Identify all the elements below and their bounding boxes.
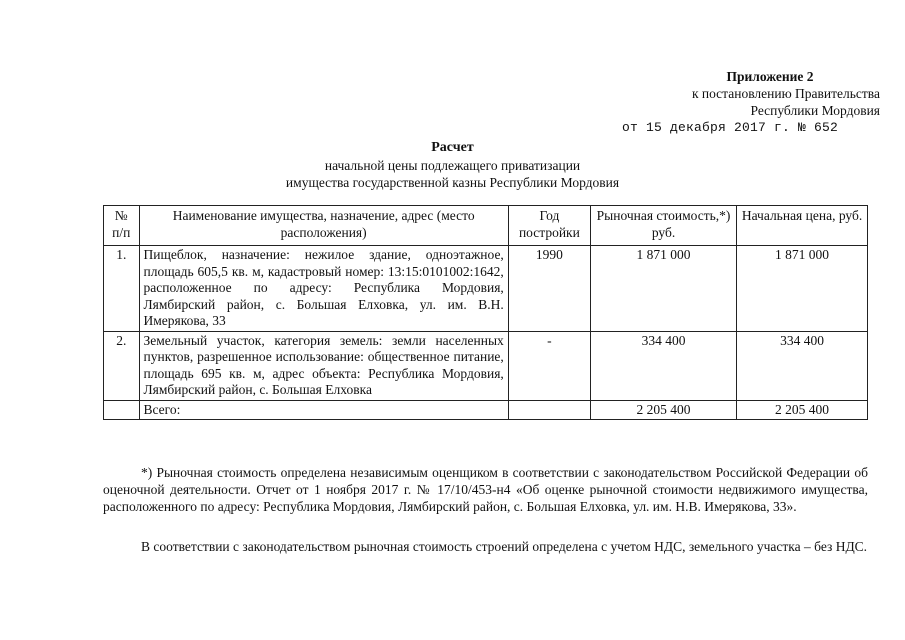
price-calculation-table [103, 205, 868, 420]
total-label: Всего: [139, 400, 508, 420]
annex-header [600, 68, 880, 119]
row-initial-price: 334 400 [737, 331, 868, 400]
row-num: 2. [104, 331, 140, 400]
total-market-value: 2 205 400 [590, 400, 736, 420]
row-name: Пищеблок, назначение: нежилое здание, одноэтажное, площадь 605,5 кв. м, кадастровый номер: 13:15:0101002:1642, расположенное по адресу: Республика Мордовия, Лямбирский район, с. Большая Елховка, ул. им. В.Н. Имерякова, 33 [139, 246, 508, 332]
table-row [104, 246, 868, 332]
row-name: Земельный участок, категория земель: земли населенных пунктов, разрешенное использование: общественное питание, площадь 695 кв. м, адрес объекта: Республика Мордовия, Лямбирский район, с. Большая Елховка [139, 331, 508, 400]
annex-line-1: к постановлению Правительства [691, 86, 880, 101]
header-num: № п/п [104, 206, 140, 246]
annex-title: Приложение 2 [726, 69, 814, 84]
header-name: Наименование имущества, назначение, адрес (место расположения) [139, 206, 508, 246]
vat-note: В соответствии с законодательством рыночная стоимость строений определена с учетом НДС, земельного участка – без НДС. [141, 539, 868, 554]
row-initial-price: 1 871 000 [737, 246, 868, 332]
market-value-footnote: *) Рыночная стоимость определена независимым оценщиком в соответствии с законодательством Российской Федерации об оценочной деятельности. Отчет от 1 ноября 2017 г. № 17/10/453-н4 «Об оценке рыночной стоимости недвижимого имущества, расположенного по адресу: Республика Мордовия, Лямбирский район, с. Большая Елховка, ул. им. Н.В. Имерякова, 33». [103, 465, 868, 514]
annex-line-2: Республики Мордовия [750, 103, 880, 118]
document-subtitle [0, 157, 905, 191]
table-row [104, 331, 868, 400]
row-num: 1. [104, 246, 140, 332]
total-num-empty [104, 400, 140, 420]
document-title: Расчет [431, 140, 474, 155]
total-initial-price: 2 205 400 [737, 400, 868, 420]
table-total-row [104, 400, 868, 420]
subtitle-line-1: начальной цены подлежащего приватизации [324, 158, 581, 173]
row-year: 1990 [508, 246, 590, 332]
header-year: Год постройки [508, 206, 590, 246]
subtitle-line-2: имущества государственной казны Республики Мордовия [285, 175, 620, 190]
total-year-empty [508, 400, 590, 420]
row-market-value: 1 871 000 [590, 246, 736, 332]
header-market-value: Рыночная стоимость,*) руб. [590, 206, 736, 246]
row-year: - [508, 331, 590, 400]
row-market-value: 334 400 [590, 331, 736, 400]
header-initial-price: Начальная цена, руб. [737, 206, 868, 246]
decree-date-number: от 15 декабря 2017 г. № 652 [622, 120, 839, 135]
table-header-row [104, 206, 868, 246]
